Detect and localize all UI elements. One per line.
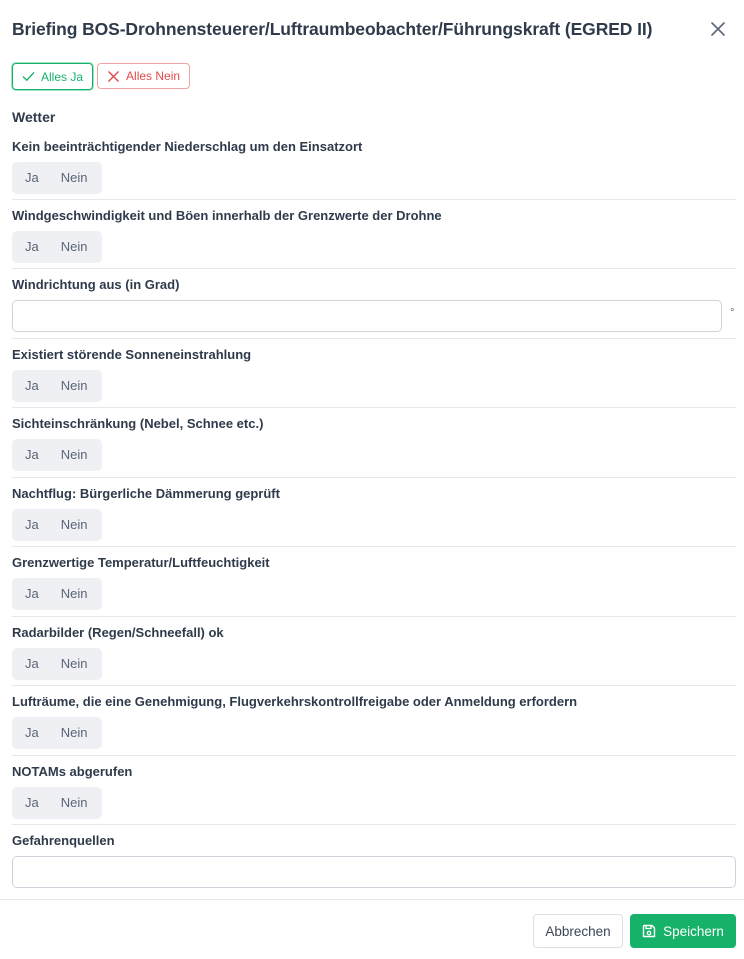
check-icon [22,70,35,83]
wind-direction-input[interactable] [12,300,722,332]
question-item [12,277,736,332]
divider [12,477,736,478]
question-item [12,764,736,819]
question-label: Sichteinschränkung (Nebel, Schnee etc.) [12,416,264,431]
question-label: Nachtflug: Bürgerliche Dämmerung geprüft [12,486,280,501]
all-no-label: Alles Nein [126,69,181,83]
yes-no-toggle [12,439,102,471]
divider [12,199,736,200]
question-item [12,694,736,749]
no-option[interactable]: Nein [60,239,88,254]
yes-option[interactable]: Ja [25,378,39,393]
no-option[interactable]: Nein [60,170,88,185]
question-label: Kein beeinträchtigender Niederschlag um den Einsatzort [12,139,363,154]
all-yes-label: Alles Ja [41,69,84,84]
dialog-title: Briefing BOS-Drohnensteuerer/Luftraumbeobachter/Führungskraft (EGRED II) [12,19,653,39]
yes-no-toggle [12,578,102,610]
bulk-actions [12,63,190,91]
divider [12,824,736,825]
save-button[interactable] [630,914,736,948]
question-label: Grenzwertige Temperatur/Luftfeuchtigkeit [12,555,270,570]
question-label: Lufträume, die eine Genehmigung, Flugverkehrskontrollfreigabe oder Anmeldung erfordern [12,694,578,709]
yes-no-toggle [12,787,102,819]
divider [12,616,736,617]
cancel-button[interactable] [533,914,623,948]
yes-option[interactable]: Ja [25,447,39,462]
yes-option[interactable]: Ja [25,795,39,810]
question-item [12,139,736,194]
yes-option[interactable]: Ja [25,170,39,185]
question-item [12,347,736,402]
all-no-button[interactable] [97,63,190,89]
yes-no-toggle [12,717,102,749]
yes-option[interactable]: Ja [25,656,39,671]
question-label: NOTAMs abgerufen [12,764,133,779]
dialog-header [0,0,744,60]
question-label: Existiert störende Sonneneinstrahlung [12,347,252,362]
divider [12,338,736,339]
question-item [12,625,736,680]
question-item [12,208,736,263]
section-title: Wetter [12,109,56,125]
question-label: Windrichtung aus (in Grad) [12,277,180,292]
yes-option[interactable]: Ja [25,517,39,532]
no-option[interactable]: Nein [60,725,88,740]
no-option[interactable]: Nein [60,656,88,671]
close-button[interactable] [706,17,730,41]
question-item [12,555,736,610]
cancel-label: Abbrechen [545,923,611,939]
footer-divider [0,899,744,900]
floppy-disk-icon [642,924,656,938]
degree-unit: ° [730,307,735,319]
yes-no-toggle [12,231,102,263]
divider [12,685,736,686]
divider [12,407,736,408]
divider [12,546,736,547]
yes-option[interactable]: Ja [25,725,39,740]
question-item [12,486,736,541]
yes-no-toggle [12,162,102,194]
x-icon [107,70,120,83]
question-label: Gefahrenquellen [12,833,115,848]
question-label: Windgeschwindigkeit und Böen innerhalb der Grenzwerte der Drohne [12,208,442,223]
close-icon [711,22,725,36]
hazards-input[interactable] [12,856,736,888]
all-yes-button[interactable] [12,63,93,90]
question-item [12,833,736,888]
no-option[interactable]: Nein [60,586,88,601]
yes-no-toggle [12,648,102,680]
question-item [12,416,736,471]
yes-option[interactable]: Ja [25,239,39,254]
yes-option[interactable]: Ja [25,586,39,601]
no-option[interactable]: Nein [60,795,88,810]
divider [12,268,736,269]
save-label: Speichern [663,923,724,939]
no-option[interactable]: Nein [60,517,88,532]
yes-no-toggle [12,509,102,541]
divider [12,755,736,756]
no-option[interactable]: Nein [60,447,88,462]
question-label: Radarbilder (Regen/Schneefall) ok [12,625,224,640]
no-option[interactable]: Nein [60,378,88,393]
yes-no-toggle [12,370,102,402]
